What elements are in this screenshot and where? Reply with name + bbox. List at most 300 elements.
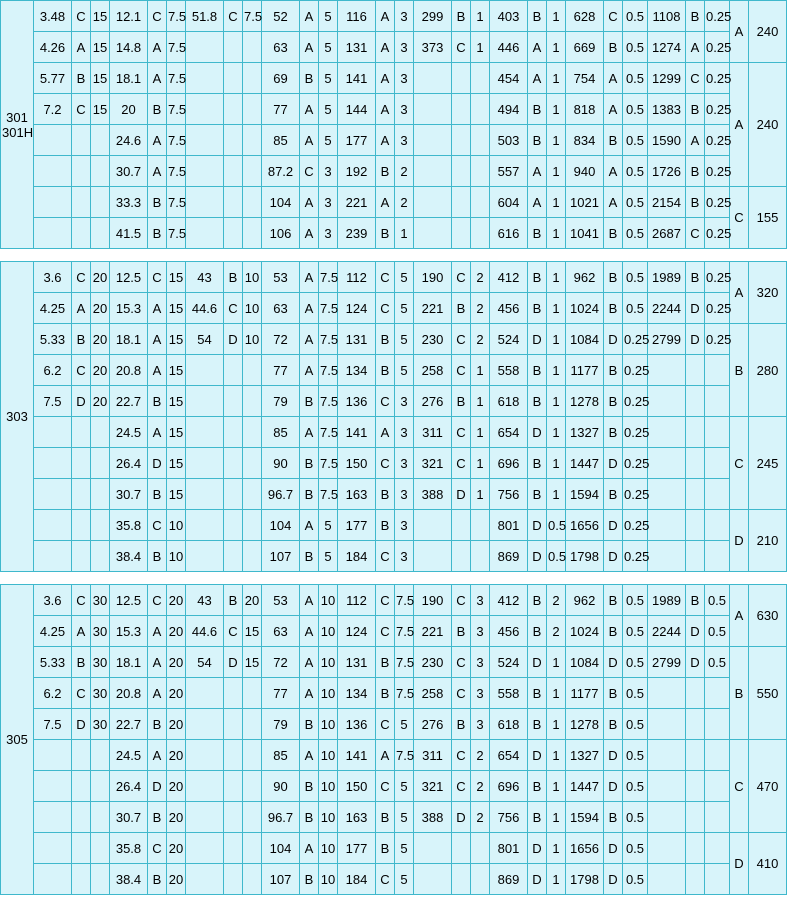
data-cell-empty [186, 864, 224, 895]
data-cell-empty [452, 187, 471, 218]
data-cell: 0.5 [623, 94, 648, 125]
data-cell-empty [471, 833, 490, 864]
data-cell: B [604, 585, 623, 616]
data-cell: 150 [338, 448, 376, 479]
data-cell: B [604, 355, 623, 386]
data-cell-empty [648, 510, 686, 541]
data-cell: C [452, 585, 471, 616]
data-cell: 524 [490, 647, 528, 678]
data-cell: C [452, 771, 471, 802]
data-cell: 311 [414, 417, 452, 448]
data-cell: 524 [490, 324, 528, 355]
data-cell: A [376, 32, 395, 63]
data-cell: 20 [167, 585, 186, 616]
data-cell: B [452, 709, 471, 740]
data-cell-empty [34, 448, 72, 479]
data-cell: 134 [338, 678, 376, 709]
data-cell: 412 [490, 262, 528, 293]
data-cell: 3 [395, 448, 414, 479]
data-cell: D [528, 324, 547, 355]
data-cell: 3.6 [34, 585, 72, 616]
data-cell-empty [34, 833, 72, 864]
data-cell: C [376, 262, 395, 293]
data-cell-empty [686, 709, 705, 740]
data-cell: D [604, 864, 623, 895]
table-row [1, 94, 787, 125]
data-cell: C [376, 448, 395, 479]
data-cell: 1274 [648, 32, 686, 63]
data-cell: 0.5 [623, 125, 648, 156]
data-cell: B [148, 187, 167, 218]
data-cell: A [148, 63, 167, 94]
data-cell: A [300, 678, 319, 709]
data-cell: 0.25 [705, 94, 730, 125]
data-cell: 7.2 [34, 94, 72, 125]
data-cell: B [300, 479, 319, 510]
table-row [1, 479, 787, 510]
data-cell: B [686, 156, 705, 187]
data-cell: A [300, 187, 319, 218]
data-cell-empty [186, 94, 224, 125]
table-row [1, 709, 787, 740]
data-cell-empty [72, 448, 91, 479]
data-cell: B [528, 678, 547, 709]
data-cell: 1 [547, 355, 566, 386]
data-cell: 90 [262, 771, 300, 802]
data-cell: A [604, 94, 623, 125]
data-cell: B [300, 386, 319, 417]
data-cell-empty [686, 864, 705, 895]
data-cell-empty [72, 541, 91, 572]
data-cell: 5 [395, 355, 414, 386]
table-row [1, 218, 787, 249]
data-cell: 1 [547, 771, 566, 802]
data-cell: D [452, 479, 471, 510]
data-cell-empty [72, 156, 91, 187]
data-cell-empty [72, 218, 91, 249]
data-cell: B [376, 355, 395, 386]
data-cell: 1 [547, 479, 566, 510]
table-row [1, 355, 787, 386]
data-cell-empty [186, 63, 224, 94]
data-cell: 403 [490, 1, 528, 32]
data-cell: C [72, 585, 91, 616]
data-cell-empty [648, 479, 686, 510]
data-cell: 20 [167, 864, 186, 895]
data-cell: 10 [319, 833, 338, 864]
data-cell-empty [91, 417, 110, 448]
data-cell: 3 [471, 585, 490, 616]
data-cell: 2 [547, 585, 566, 616]
data-cell: C [452, 647, 471, 678]
data-cell: 7.5 [34, 386, 72, 417]
data-cell: 7.5 [167, 218, 186, 249]
data-cell: B [686, 94, 705, 125]
data-cell-empty [72, 771, 91, 802]
data-cell: D [528, 740, 547, 771]
data-cell: 20 [110, 94, 148, 125]
data-cell: B [148, 802, 167, 833]
data-cell: C [148, 1, 167, 32]
data-cell: 7.5 [319, 262, 338, 293]
data-cell: 1 [547, 448, 566, 479]
data-cell: C [452, 678, 471, 709]
data-cell: D [604, 541, 623, 572]
data-cell-empty [243, 833, 262, 864]
data-cell: 3.6 [34, 262, 72, 293]
data-cell-empty [471, 63, 490, 94]
table-row [1, 386, 787, 417]
data-cell: 2244 [648, 616, 686, 647]
data-cell: 5 [395, 709, 414, 740]
data-cell-empty [686, 417, 705, 448]
data-cell: 30 [91, 678, 110, 709]
data-cell: 1024 [566, 616, 604, 647]
data-cell: 0.25 [623, 448, 648, 479]
data-cell: 10 [243, 324, 262, 355]
data-cell: 116 [338, 1, 376, 32]
block-305 [0, 584, 787, 895]
data-cell-empty [705, 709, 730, 740]
data-cell-empty [91, 187, 110, 218]
data-cell: 1177 [566, 355, 604, 386]
data-cell: 5 [395, 833, 414, 864]
data-cell: 962 [566, 585, 604, 616]
data-cell: B [376, 678, 395, 709]
data-cell: 0.25 [623, 386, 648, 417]
data-cell-empty [243, 218, 262, 249]
data-cell: 7.5 [34, 709, 72, 740]
data-cell: B [528, 386, 547, 417]
data-cell-empty [224, 386, 243, 417]
data-cell: 44.6 [186, 293, 224, 324]
data-cell-empty [224, 32, 243, 63]
data-cell: 1 [547, 218, 566, 249]
data-cell: 106 [262, 218, 300, 249]
data-cell: 1 [471, 448, 490, 479]
data-cell-empty [648, 833, 686, 864]
data-cell: D [148, 771, 167, 802]
data-cell: B [452, 616, 471, 647]
data-cell: 2 [471, 262, 490, 293]
data-cell: 221 [414, 616, 452, 647]
data-cell: A [376, 740, 395, 771]
data-cell: 72 [262, 647, 300, 678]
data-cell-empty [224, 355, 243, 386]
data-cell: 10 [319, 740, 338, 771]
data-cell: 3 [395, 479, 414, 510]
data-cell: 5.77 [34, 63, 72, 94]
data-cell: 654 [490, 417, 528, 448]
data-cell-empty [705, 771, 730, 802]
data-cell: 163 [338, 479, 376, 510]
data-cell: 141 [338, 740, 376, 771]
data-cell-empty [243, 771, 262, 802]
data-cell-empty [224, 510, 243, 541]
data-cell: D [528, 647, 547, 678]
data-cell: D [528, 417, 547, 448]
data-cell: 63 [262, 32, 300, 63]
data-cell: 258 [414, 355, 452, 386]
data-cell-empty [452, 864, 471, 895]
data-cell: C [376, 585, 395, 616]
data-cell: 1 [471, 386, 490, 417]
data-cell: C [376, 616, 395, 647]
data-cell-empty [705, 740, 730, 771]
data-cell: B [528, 479, 547, 510]
data-cell: C [376, 709, 395, 740]
data-cell: 7.5 [167, 94, 186, 125]
data-cell: 5.33 [34, 324, 72, 355]
data-cell-empty [224, 678, 243, 709]
data-cell: B [604, 386, 623, 417]
data-cell: 558 [490, 678, 528, 709]
data-cell: 454 [490, 63, 528, 94]
data-cell: B [604, 678, 623, 709]
data-cell: A [72, 32, 91, 63]
data-cell: A [376, 1, 395, 32]
data-cell-empty [34, 802, 72, 833]
data-cell: 136 [338, 386, 376, 417]
data-cell: 2799 [648, 324, 686, 355]
data-cell-empty [452, 541, 471, 572]
block-separator [0, 249, 780, 261]
data-cell: A [686, 32, 705, 63]
data-cell: 12.1 [110, 1, 148, 32]
data-cell: 321 [414, 771, 452, 802]
data-cell: B [376, 218, 395, 249]
data-cell: 5 [395, 324, 414, 355]
data-cell-empty [186, 541, 224, 572]
data-cell: 7.5 [395, 740, 414, 771]
data-cell-empty [224, 541, 243, 572]
data-cell: D [604, 771, 623, 802]
data-cell: B [148, 479, 167, 510]
data-cell-empty [648, 864, 686, 895]
data-cell: 0.25 [705, 63, 730, 94]
data-cell: 44.6 [186, 616, 224, 647]
data-cell: 7.5 [243, 1, 262, 32]
data-cell: B [686, 1, 705, 32]
data-cell: B [452, 293, 471, 324]
data-cell: 2 [471, 324, 490, 355]
right-group-value: 550 [749, 647, 787, 740]
data-cell: D [72, 386, 91, 417]
data-cell: D [72, 709, 91, 740]
data-cell: 754 [566, 63, 604, 94]
data-cell: 2 [471, 771, 490, 802]
data-cell: C [452, 355, 471, 386]
data-cell-empty [224, 771, 243, 802]
data-cell: 0.25 [705, 324, 730, 355]
data-cell-empty [91, 833, 110, 864]
data-cell: 184 [338, 541, 376, 572]
data-cell: 1084 [566, 324, 604, 355]
data-cell-empty [243, 355, 262, 386]
data-cell: 0.25 [623, 541, 648, 572]
data-cell: 2687 [648, 218, 686, 249]
data-cell: C [224, 293, 243, 324]
data-cell: B [72, 324, 91, 355]
data-cell: 756 [490, 479, 528, 510]
data-cell: 112 [338, 585, 376, 616]
data-cell: 388 [414, 479, 452, 510]
data-cell: 7.5 [395, 616, 414, 647]
data-cell: 43 [186, 585, 224, 616]
data-cell: A [528, 32, 547, 63]
data-cell: 1383 [648, 94, 686, 125]
data-cell: A [148, 32, 167, 63]
data-cell-empty [705, 833, 730, 864]
data-cell: 1 [547, 324, 566, 355]
data-cell: 24.5 [110, 740, 148, 771]
data-cell: B [528, 448, 547, 479]
data-cell: 96.7 [262, 802, 300, 833]
data-cell: A [148, 355, 167, 386]
data-cell: D [604, 740, 623, 771]
data-cell: 7.5 [319, 324, 338, 355]
data-cell: 53 [262, 262, 300, 293]
data-cell: 2244 [648, 293, 686, 324]
data-cell: A [148, 324, 167, 355]
data-cell: 3 [395, 63, 414, 94]
data-cell-empty [34, 864, 72, 895]
data-cell-empty [243, 479, 262, 510]
right-group-letter: C [730, 740, 749, 833]
data-cell: C [72, 355, 91, 386]
data-cell: 1 [547, 833, 566, 864]
data-cell: 4.26 [34, 32, 72, 63]
data-cell: B [452, 1, 471, 32]
data-cell: 15 [167, 479, 186, 510]
data-cell-empty [186, 479, 224, 510]
data-cell: 1327 [566, 417, 604, 448]
data-cell: 144 [338, 94, 376, 125]
data-cell: 0.5 [705, 647, 730, 678]
data-cell: 5 [395, 293, 414, 324]
data-cell: A [148, 647, 167, 678]
data-cell-empty [686, 833, 705, 864]
data-cell: 7.5 [167, 125, 186, 156]
data-cell: A [148, 678, 167, 709]
data-cell: 0.25 [623, 324, 648, 355]
data-cell: A [300, 1, 319, 32]
data-cell: 1 [547, 417, 566, 448]
data-cell: 14.8 [110, 32, 148, 63]
data-cell: 1041 [566, 218, 604, 249]
data-cell: 616 [490, 218, 528, 249]
data-cell: 85 [262, 740, 300, 771]
data-cell-empty [186, 218, 224, 249]
data-cell-empty [186, 678, 224, 709]
data-cell: 7.5 [319, 355, 338, 386]
data-cell: 5 [395, 864, 414, 895]
data-cell: 141 [338, 417, 376, 448]
data-cell: 5 [395, 771, 414, 802]
data-cell: D [604, 647, 623, 678]
data-cell: 15 [243, 647, 262, 678]
data-cell-empty [243, 709, 262, 740]
data-cell: A [300, 125, 319, 156]
data-cell: 2 [395, 187, 414, 218]
data-cell: A [376, 94, 395, 125]
data-cell: 1 [547, 94, 566, 125]
data-cell: B [148, 541, 167, 572]
data-cell: 299 [414, 1, 452, 32]
data-cell-empty [34, 156, 72, 187]
data-cell: 96.7 [262, 479, 300, 510]
data-cell-empty [452, 833, 471, 864]
data-cell-empty [34, 541, 72, 572]
data-cell: 3 [395, 1, 414, 32]
data-cell: 3 [395, 417, 414, 448]
data-cell: 1 [547, 125, 566, 156]
data-cell: 7.5 [167, 156, 186, 187]
data-cell: B [300, 541, 319, 572]
data-cell-empty [224, 479, 243, 510]
data-cell: 20 [167, 740, 186, 771]
data-cell: 230 [414, 647, 452, 678]
data-cell-empty [186, 833, 224, 864]
data-cell-empty [224, 448, 243, 479]
data-cell: 7.5 [167, 63, 186, 94]
data-cell: B [528, 802, 547, 833]
data-cell: 90 [262, 448, 300, 479]
data-cell: 20 [91, 262, 110, 293]
data-cell: A [300, 510, 319, 541]
data-cell-empty [224, 187, 243, 218]
data-cell-empty [224, 417, 243, 448]
data-cell-empty [414, 156, 452, 187]
data-cell: D [686, 647, 705, 678]
data-cell: 0.5 [623, 864, 648, 895]
table-row [1, 125, 787, 156]
data-cell: 3 [471, 647, 490, 678]
data-cell: 818 [566, 94, 604, 125]
data-cell: 15 [167, 386, 186, 417]
data-cell: 1 [471, 1, 490, 32]
data-cell-empty [471, 156, 490, 187]
data-cell-empty [686, 740, 705, 771]
data-cell: 604 [490, 187, 528, 218]
data-cell: 5 [319, 32, 338, 63]
data-cell: 0.25 [705, 293, 730, 324]
data-cell: A [376, 417, 395, 448]
data-cell: 0.5 [623, 585, 648, 616]
data-cell: C [452, 740, 471, 771]
data-cell-empty [648, 448, 686, 479]
row-group-label [1, 1, 34, 249]
data-cell: 0.25 [705, 125, 730, 156]
data-cell: 163 [338, 802, 376, 833]
data-cell: 1108 [648, 1, 686, 32]
data-cell: A [148, 417, 167, 448]
data-cell: 618 [490, 709, 528, 740]
data-cell: C [376, 541, 395, 572]
data-cell: B [604, 32, 623, 63]
data-cell: 38.4 [110, 864, 148, 895]
block-301 [0, 0, 787, 249]
data-cell: 30 [91, 709, 110, 740]
data-cell-empty [91, 864, 110, 895]
data-cell: 221 [338, 187, 376, 218]
data-cell: C [452, 448, 471, 479]
data-cell: 5.33 [34, 647, 72, 678]
data-cell-empty [471, 218, 490, 249]
data-cell-empty [471, 94, 490, 125]
data-cell: 15 [167, 417, 186, 448]
data-cell: 107 [262, 541, 300, 572]
